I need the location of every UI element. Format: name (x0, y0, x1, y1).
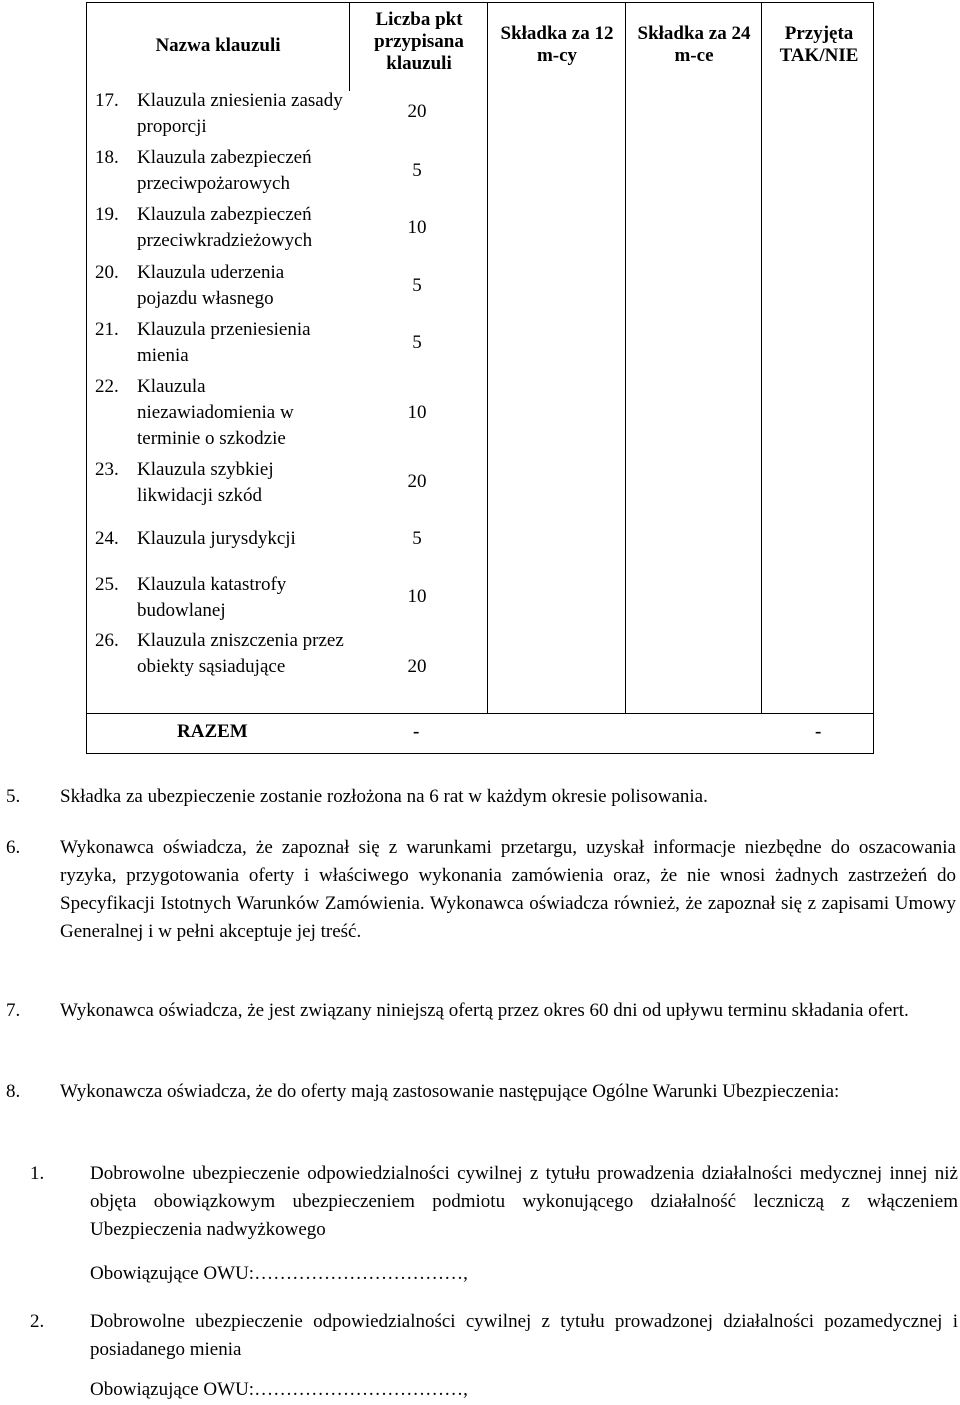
row-number: 22. (95, 376, 119, 397)
row-points: 10 (407, 217, 427, 238)
table-row (95, 145, 345, 197)
header-premium-24: Składka za 24 m-ce (637, 23, 751, 66)
table-row (95, 526, 425, 552)
col-divider (761, 3, 762, 713)
header-accepted: Przyjęta TAK/NIE (779, 23, 859, 66)
row-points: 20 (407, 101, 427, 122)
paragraph-5 (6, 783, 956, 811)
table-row (95, 374, 345, 452)
item-text: Dobrowolne ubezpieczenie odpowiedzialności cywilnej z tytułu prowadzonej działalności pozamedycznej i posiadanego mienia (90, 1311, 958, 1360)
paragraph-8 (6, 1078, 956, 1106)
table-row (95, 202, 345, 254)
item-number: 2. (30, 1311, 45, 1332)
row-number: 17. (95, 90, 119, 111)
clauses-table (86, 2, 874, 754)
row-number: 23. (95, 459, 119, 480)
row-clause-name: Klauzula zabezpieczeń przeciwkradzieżowych (137, 204, 313, 251)
row-number: 26. (95, 630, 119, 651)
paragraph-number: 6. (6, 837, 21, 858)
row-clause-name: Klauzula przeniesienia mienia (137, 319, 311, 366)
row-points: 10 (407, 402, 427, 423)
paragraph-text: Składka za ubezpieczenie zostanie rozłożona na 6 rat w każdym okresie polisowania. (60, 786, 708, 807)
row-points: 5 (412, 275, 422, 296)
total-label: RAZEM (177, 721, 248, 742)
row-points: 10 (407, 586, 427, 607)
row-points: 5 (412, 160, 422, 181)
row-number: 25. (95, 574, 119, 595)
paragraph-number: 7. (6, 1000, 21, 1021)
table-row (95, 317, 345, 369)
row-clause-name: Klauzula uderzenia pojazdu własnego (137, 262, 285, 309)
row-points: 20 (407, 471, 427, 492)
row-clause-name: Klauzula szybkiej likwidacji szkód (137, 459, 274, 506)
col-divider (625, 3, 626, 713)
item-text: Dobrowolne ubezpieczenie odpowiedzialności cywilnej z tytułu prowadzenia działalności medycznej innej niż objęta obowiązkowym ubezpieczeniem podmiotu wykonującego działalność leczniczą z włączeniem Ubezpieczenia nadwyżkowego (90, 1163, 958, 1240)
total-premium-24: - (815, 721, 822, 742)
insurance-item-2 (30, 1308, 958, 1364)
row-clause-name: Klauzula jurysdykcji (137, 528, 296, 549)
col-divider (349, 3, 350, 91)
col-divider (487, 3, 488, 713)
row-divider (87, 713, 873, 714)
item-number: 1. (30, 1163, 45, 1184)
paragraph-number: 8. (6, 1081, 21, 1102)
paragraph-text: Wykonawca oświadcza, że jest związany niniejszą ofertą przez okres 60 dni od upływu terminu składania ofert. (60, 1000, 909, 1021)
row-clause-name: Klauzula niezawiadomienia w terminie o szkodzie (137, 376, 294, 449)
paragraph-text: Wykonawca oświadcza, że zapoznał się z warunkami przetargu, uzyskał informacje niezbędne do oszacowania ryzyka, przygotowania oferty i właściwego wykonania zamówienia oraz, że nie wnosi żadnych zastrzeżeń do Specyfikacji Istotnych Warunków Zamówienia. Wykonawca oświadcza również, że zapoznał się z zapisami Umowy Generalnej i w pełni akceptuje jej treść. (60, 837, 956, 942)
owu-field-1[interactable]: Obowiązujące OWU:……………………………, (90, 1263, 468, 1284)
owu-field-2[interactable]: Obowiązujące OWU:……………………………, (90, 1379, 468, 1400)
row-clause-name: Klauzula katastrofy budowlanej (137, 574, 287, 621)
paragraph-text: Wykonawcza oświadcza, że do oferty mają zastosowanie następujące Ogólne Warunki Ubezpieczenia: (60, 1081, 840, 1102)
paragraph-7 (6, 997, 956, 1025)
row-number: 18. (95, 147, 119, 168)
row-clause-name: Klauzula zabezpieczeń przeciwpożarowych (137, 147, 312, 194)
row-number: 21. (95, 319, 119, 340)
row-points: 20 (407, 656, 427, 677)
paragraph-6 (6, 834, 956, 946)
row-points: 5 (412, 332, 422, 353)
total-premium-12: - (413, 721, 420, 742)
row-number: 24. (95, 528, 119, 549)
row-number: 19. (95, 204, 119, 225)
row-clause-name: Klauzula zniszczenia przez obiekty sąsiadujące (137, 630, 344, 677)
row-points: 5 (412, 528, 422, 549)
row-clause-name: Klauzula zniesienia zasady proporcji (137, 90, 343, 137)
header-clause-name: Nazwa klauzuli (155, 35, 281, 56)
insurance-item-1 (30, 1160, 958, 1244)
header-premium-12: Składka za 12 m-cy (500, 23, 614, 66)
table-row (95, 260, 345, 312)
header-points: Liczba pkt przypisana klauzuli (374, 9, 464, 74)
table-row (95, 572, 345, 624)
paragraph-number: 5. (6, 786, 21, 807)
table-row (95, 628, 345, 680)
row-number: 20. (95, 262, 119, 283)
table-row (95, 88, 345, 140)
table-row (95, 457, 345, 509)
